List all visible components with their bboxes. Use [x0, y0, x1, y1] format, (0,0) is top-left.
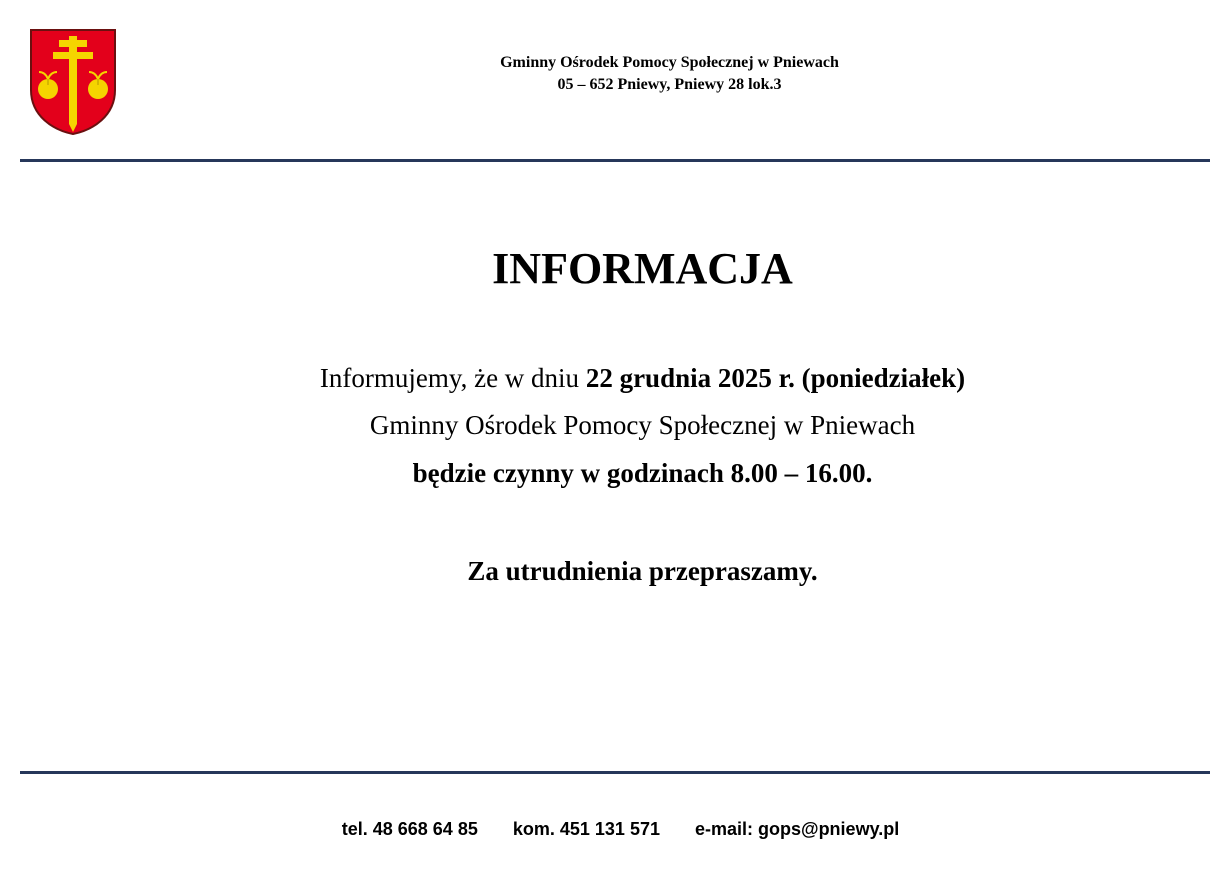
bottom-divider	[20, 771, 1210, 774]
phone-number: tel. 48 668 64 85	[341, 819, 478, 839]
institution-name: Gminny Ośrodek Pomocy Społecznej w Pniewach	[500, 54, 839, 71]
mobile-number: kom. 451 131 571	[512, 819, 660, 839]
announcement-date: 22 grudnia 2025 r. (poniedziałek)	[585, 363, 966, 393]
page-title: INFORMACJA	[492, 244, 793, 293]
announcement-line-2: Gminny Ośrodek Pomocy Społecznej w Pniewach	[369, 410, 916, 440]
email-address: e-mail: gops@pniewy.pl	[695, 819, 900, 839]
announcement-line-1	[0, 361, 1211, 395]
institution-address: 05 – 652 Pniewy, Pniewy 28 lok.3	[557, 76, 782, 93]
announcement-intro: Informujemy, że w dniu	[319, 363, 586, 393]
apology-note: Za utrudnienia przepraszamy.	[467, 556, 818, 586]
header	[0, 52, 1211, 96]
footer-contacts	[0, 817, 1211, 841]
top-divider	[20, 159, 1210, 162]
announcement-hours: będzie czynny w godzinach 8.00 – 16.00.	[412, 458, 873, 488]
